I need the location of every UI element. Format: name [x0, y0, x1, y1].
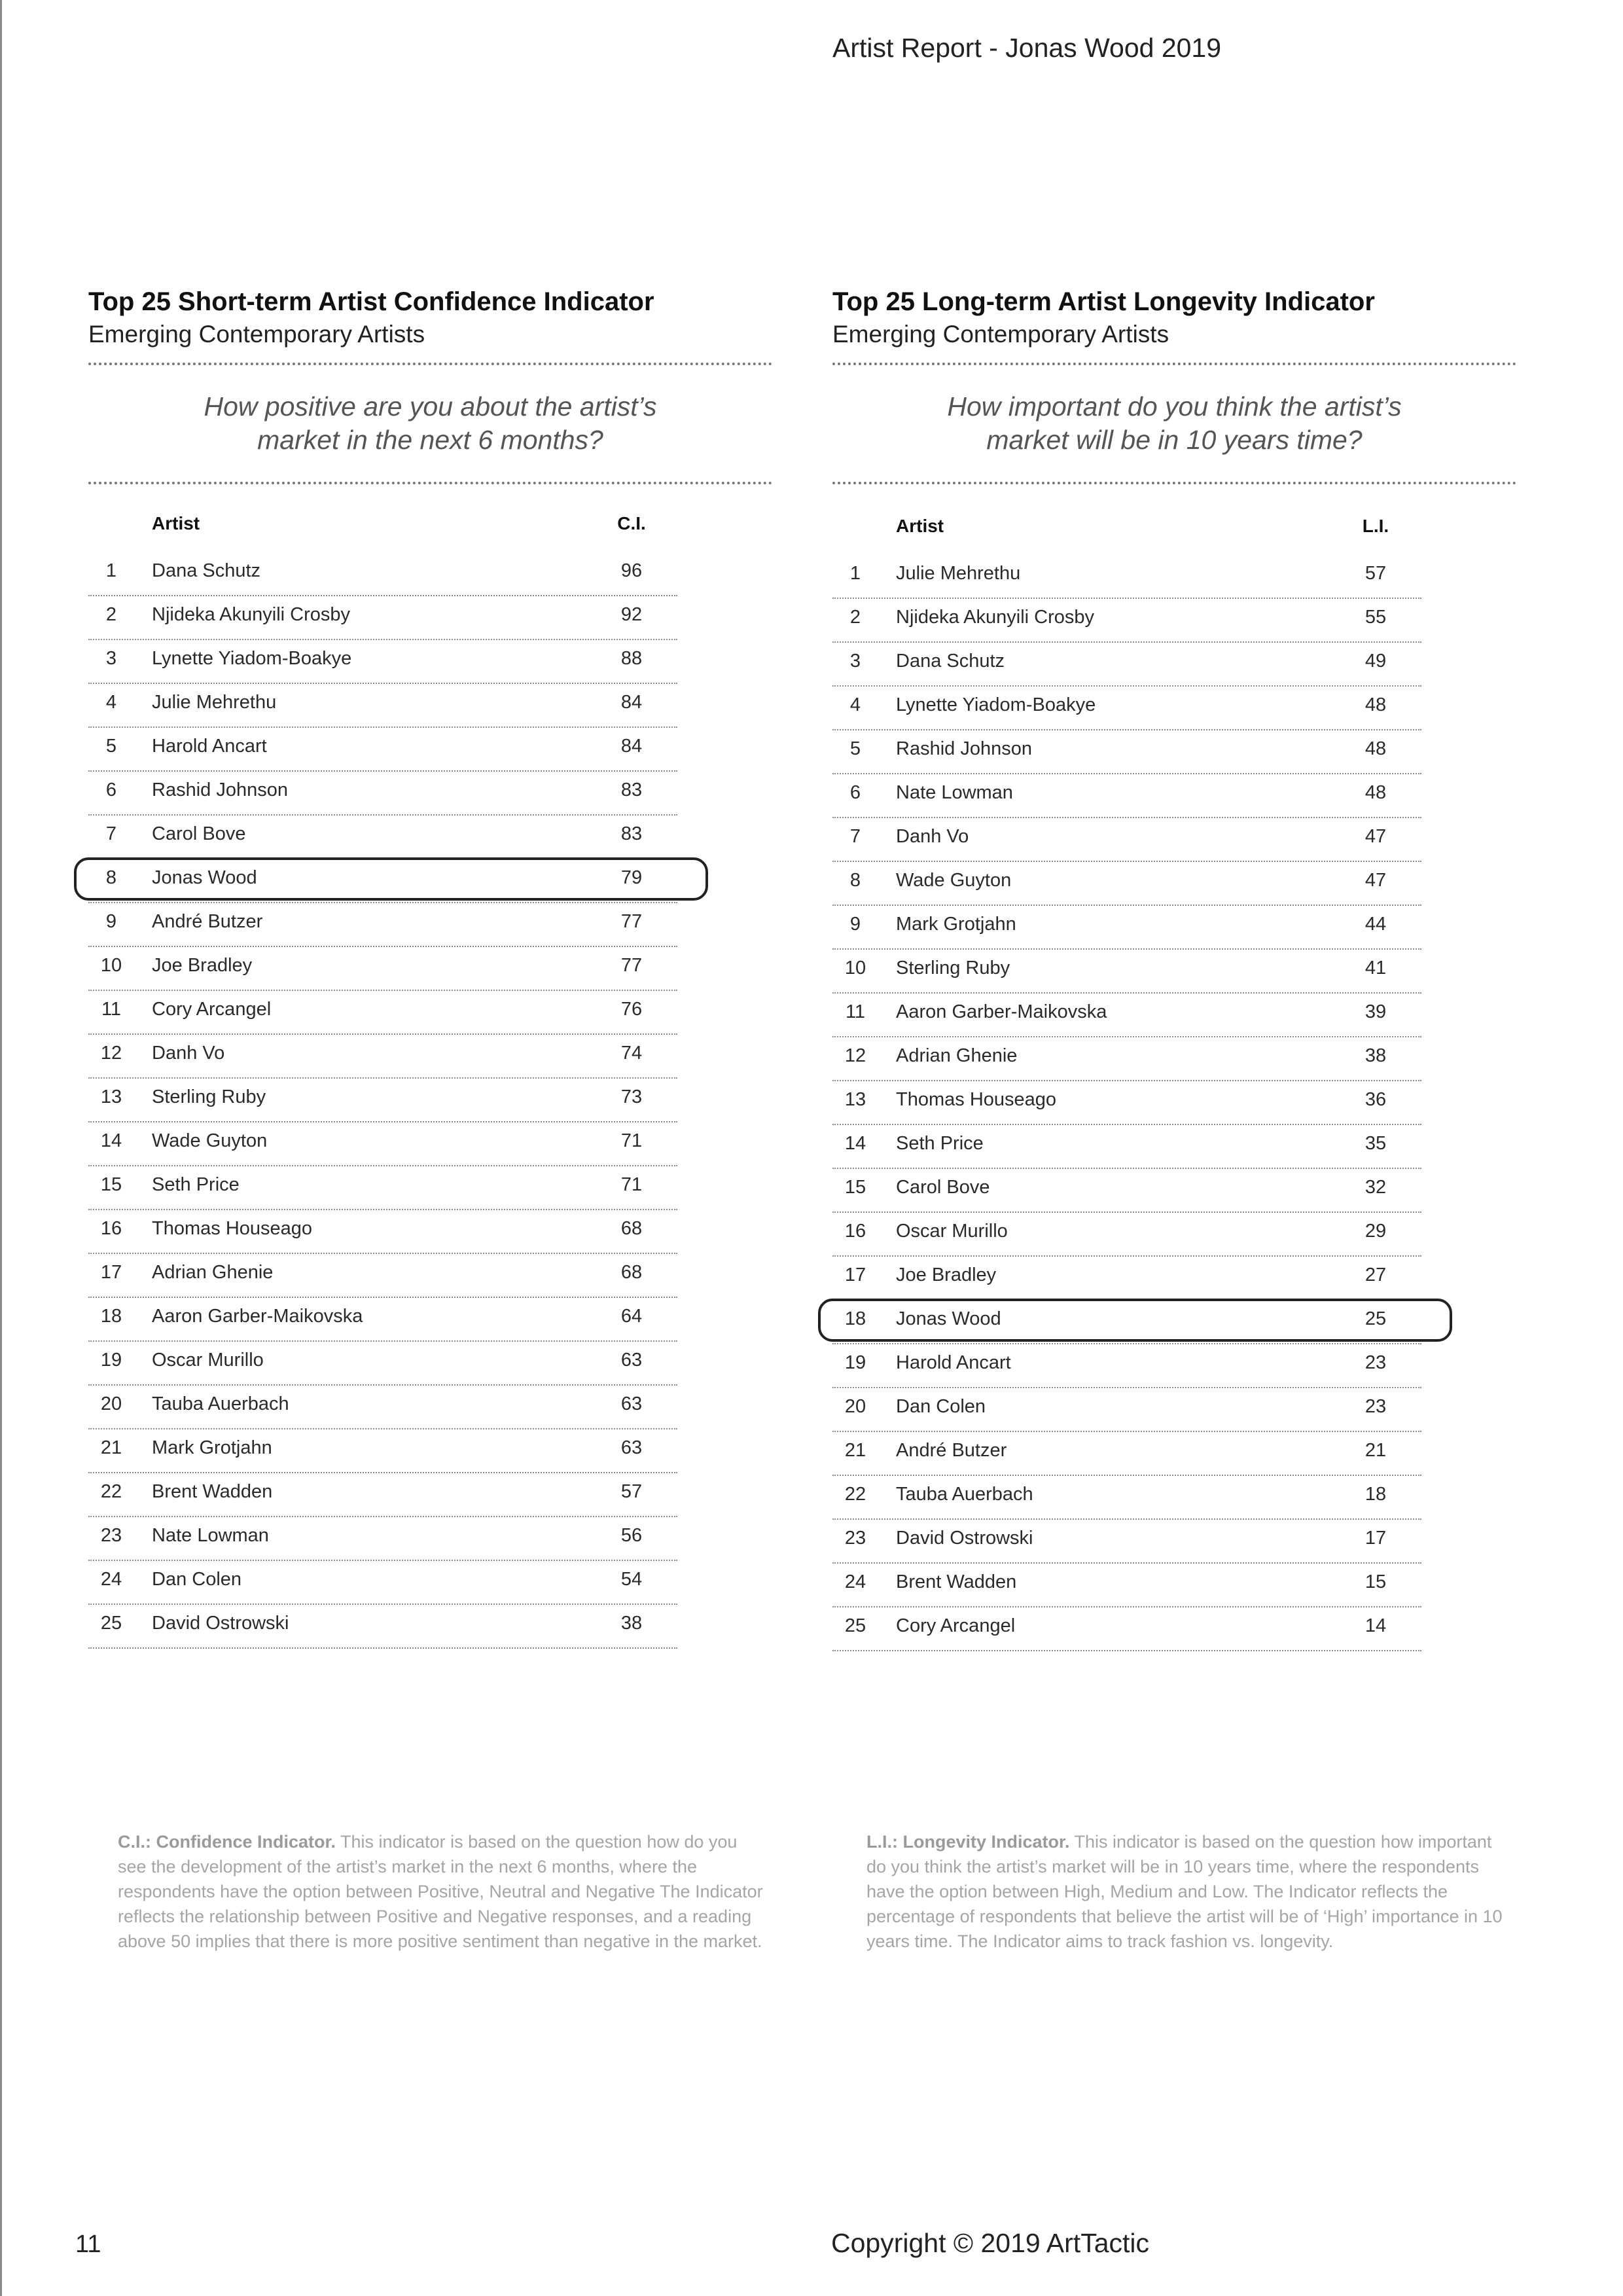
artist-name-cell: Oscar Murillo [152, 1350, 264, 1371]
artist-name-cell: Aaron Garber-Maikovska [152, 1306, 363, 1327]
indicator-value-cell: 55 [1364, 607, 1387, 628]
ranking-table [832, 516, 1421, 1651]
artist-name-cell: Aaron Garber-Maikovska [896, 1001, 1107, 1022]
longevity-indicator-section [832, 285, 1526, 1651]
artist-name-cell: Brent Wadden [152, 1481, 273, 1502]
rank-cell: 4 [105, 692, 117, 713]
indicator-value-cell: 92 [620, 604, 643, 625]
indicator-value-cell: 57 [1364, 563, 1387, 584]
rank-cell: 3 [105, 648, 117, 669]
footnote-confidence [118, 1829, 766, 1954]
table-row [88, 1561, 677, 1605]
table-row [88, 1079, 677, 1122]
column-header-artist: Artist [896, 516, 944, 536]
rank-cell: 9 [849, 914, 861, 935]
indicator-value-cell: 15 [1364, 1571, 1387, 1592]
rank-cell: 20 [844, 1396, 866, 1417]
table-row [832, 950, 1421, 994]
indicator-value-cell: 14 [1364, 1615, 1387, 1636]
table-row [88, 596, 677, 640]
indicator-value-cell: 17 [1364, 1528, 1387, 1549]
table-row-highlighted [88, 859, 677, 903]
rank-cell: 24 [844, 1571, 866, 1592]
table-row [832, 774, 1421, 818]
artist-name-cell: Dana Schutz [896, 651, 1005, 672]
section-subtitle: Emerging Contemporary Artists [832, 321, 1169, 348]
table-row [88, 1210, 677, 1254]
indicator-value-cell: 57 [620, 1481, 643, 1502]
rank-cell: 11 [845, 1001, 866, 1022]
table-row [832, 1213, 1421, 1257]
rank-cell: 6 [105, 780, 117, 800]
table-row [832, 1344, 1421, 1388]
artist-name-cell: Carol Bove [896, 1177, 990, 1198]
table-row [832, 599, 1421, 643]
question-line-1: How positive are you about the artist’s [204, 391, 657, 422]
survey-question [832, 365, 1516, 482]
artist-name-cell: Wade Guyton [896, 870, 1012, 891]
table-row [88, 1298, 677, 1342]
table-row [88, 1166, 677, 1210]
artist-name-cell: Sterling Ruby [896, 958, 1010, 978]
artist-name-cell: Cory Arcangel [152, 999, 272, 1020]
table-row [88, 1517, 677, 1561]
indicator-value-cell: 74 [620, 1043, 643, 1064]
rank-cell: 23 [100, 1525, 122, 1546]
rank-cell: 19 [844, 1352, 866, 1373]
table-row [832, 555, 1421, 599]
table-row [88, 1473, 677, 1517]
indicator-value-cell: 25 [1364, 1308, 1387, 1329]
artist-name-cell: Rashid Johnson [152, 780, 288, 800]
ranking-table [88, 513, 677, 1649]
indicator-value-cell: 68 [620, 1262, 643, 1283]
rank-cell: 10 [100, 955, 122, 976]
table-row [88, 947, 677, 991]
table-row [88, 1342, 677, 1386]
indicator-value-cell: 23 [1364, 1396, 1387, 1417]
rank-cell: 23 [844, 1528, 866, 1549]
indicator-value-cell: 83 [620, 823, 643, 844]
artist-name-cell: Seth Price [152, 1174, 240, 1195]
footnote-longevity [866, 1829, 1514, 1954]
rank-cell: 21 [844, 1440, 866, 1461]
indicator-value-cell: 73 [620, 1086, 643, 1107]
indicator-value-cell: 71 [620, 1174, 643, 1195]
artist-name-cell: Nate Lowman [152, 1525, 269, 1546]
artist-name-cell: Seth Price [896, 1133, 984, 1154]
artist-name-cell: Dana Schutz [152, 560, 261, 581]
rank-cell: 8 [849, 870, 861, 891]
question-line-1: How important do you think the artist’s [947, 391, 1402, 422]
table-row [88, 1386, 677, 1429]
artist-name-cell: Adrian Ghenie [896, 1045, 1018, 1066]
footnote-text: This indicator is based on the question how important do you think the artist’s market will be in 10 years time, where the respondents have the option between High, Medium and Low. The Indicator reflects the percentage of respondents that believe the artist will be of ‘High’ importance in 10 years time. The Indicator aims to track fashion vs. longevity. [866, 1832, 1503, 1951]
rank-cell: 21 [100, 1437, 122, 1458]
artist-name-cell: Tauba Auerbach [896, 1484, 1033, 1505]
indicator-value-cell: 49 [1364, 651, 1387, 672]
table-row [832, 994, 1421, 1037]
rank-cell: 22 [844, 1484, 866, 1505]
artist-name-cell: Njideka Akunyili Crosby [152, 604, 351, 625]
table-row [832, 1125, 1421, 1169]
artist-name-cell: Thomas Houseago [896, 1089, 1057, 1110]
indicator-value-cell: 29 [1364, 1221, 1387, 1242]
table-row [832, 730, 1421, 774]
rank-cell: 15 [844, 1177, 866, 1198]
rank-cell: 4 [849, 694, 861, 715]
indicator-value-cell: 36 [1364, 1089, 1387, 1110]
rank-cell: 9 [105, 911, 117, 932]
indicator-value-cell: 23 [1364, 1352, 1387, 1373]
indicator-value-cell: 18 [1364, 1484, 1387, 1505]
table-row [832, 687, 1421, 730]
survey-question [88, 365, 772, 482]
report-title: Artist Report - Jonas Wood 2019 [832, 33, 1222, 63]
indicator-value-cell: 39 [1364, 1001, 1387, 1022]
indicator-value-cell: 68 [620, 1218, 643, 1239]
column-header-value: L.I. [1362, 516, 1389, 536]
table-row [88, 1429, 677, 1473]
rank-cell: 25 [100, 1613, 122, 1634]
artist-name-cell: Brent Wadden [896, 1571, 1017, 1592]
table-body [832, 555, 1421, 1651]
indicator-value-cell: 84 [620, 692, 643, 713]
rank-cell: 14 [844, 1133, 866, 1154]
table-row [88, 1122, 677, 1166]
indicator-value-cell: 35 [1364, 1133, 1387, 1154]
indicator-value-cell: 77 [620, 911, 643, 932]
artist-name-cell: Jonas Wood [152, 867, 257, 888]
footnote-term: L.I.: Longevity Indicator. [866, 1832, 1070, 1852]
indicator-value-cell: 88 [620, 648, 643, 669]
rank-cell: 16 [100, 1218, 122, 1239]
table-row [832, 1037, 1421, 1081]
table-row [88, 640, 677, 684]
table-row [88, 903, 677, 947]
table-row [88, 991, 677, 1035]
rank-cell: 17 [844, 1265, 866, 1285]
rank-cell: 2 [849, 607, 861, 628]
artist-name-cell: Harold Ancart [896, 1352, 1011, 1373]
table-row [88, 728, 677, 772]
table-row [832, 1257, 1421, 1300]
rank-cell: 1 [105, 560, 117, 581]
indicator-value-cell: 63 [620, 1437, 643, 1458]
indicator-value-cell: 84 [620, 736, 643, 757]
table-row [88, 684, 677, 728]
artist-name-cell: Dan Colen [896, 1396, 986, 1417]
indicator-value-cell: 63 [620, 1350, 643, 1371]
indicator-value-cell: 48 [1364, 738, 1387, 759]
artist-name-cell: Danh Vo [896, 826, 969, 847]
artist-name-cell: Dan Colen [152, 1569, 242, 1590]
table-header [832, 516, 1421, 555]
rank-cell: 12 [100, 1043, 122, 1064]
artist-name-cell: Adrian Ghenie [152, 1262, 274, 1283]
table-row [88, 816, 677, 859]
rank-cell: 15 [100, 1174, 122, 1195]
question-line-2: market will be in 10 years time? [986, 425, 1363, 455]
rank-cell: 16 [844, 1221, 866, 1242]
table-row [832, 906, 1421, 950]
indicator-value-cell: 21 [1364, 1440, 1387, 1461]
rank-cell: 12 [844, 1045, 866, 1066]
table-row [832, 1476, 1421, 1520]
artist-name-cell: Wade Guyton [152, 1130, 268, 1151]
artist-name-cell: André Butzer [152, 911, 263, 932]
indicator-value-cell: 76 [620, 999, 643, 1020]
artist-name-cell: Julie Mehrethu [896, 563, 1021, 584]
section-title: Top 25 Long-term Artist Longevity Indicator [832, 287, 1375, 316]
artist-name-cell: Cory Arcangel [896, 1615, 1016, 1636]
table-row [832, 1607, 1421, 1651]
indicator-value-cell: 71 [620, 1130, 643, 1151]
artist-name-cell: Thomas Houseago [152, 1218, 313, 1239]
indicator-value-cell: 27 [1364, 1265, 1387, 1285]
artist-name-cell: Mark Grotjahn [152, 1437, 272, 1458]
indicator-value-cell: 41 [1364, 958, 1387, 978]
copyright: Copyright © 2019 ArtTactic [831, 2228, 1149, 2258]
table-row [832, 1520, 1421, 1564]
rank-cell: 13 [844, 1089, 866, 1110]
rank-cell: 10 [844, 958, 866, 978]
artist-name-cell: Joe Bradley [152, 955, 253, 976]
artist-name-cell: Nate Lowman [896, 782, 1013, 803]
indicator-value-cell: 79 [620, 867, 643, 888]
rank-cell: 14 [100, 1130, 122, 1151]
artist-name-cell: Jonas Wood [896, 1308, 1001, 1329]
rank-cell: 17 [100, 1262, 122, 1283]
footnote-text: This indicator is based on the question how do you see the development of the artist’s market in the next 6 months, where the respondents have the option between Positive, Neutral and Negative The Indicator reflects the relationship between Positive and Negative responses, and a reading above 50 implies that there is more positive sentiment than negative in the market. [118, 1832, 763, 1951]
indicator-value-cell: 38 [620, 1613, 643, 1634]
page-edge [0, 0, 2, 2296]
table-row [832, 1564, 1421, 1607]
column-header-value: C.I. [617, 513, 646, 533]
divider [832, 482, 1516, 484]
rank-cell: 11 [101, 999, 122, 1020]
table-row [88, 1254, 677, 1298]
table-row [88, 552, 677, 596]
artist-name-cell: Lynette Yiadom-Boakye [152, 648, 352, 669]
table-row [88, 772, 677, 816]
divider [88, 482, 772, 484]
footnote-term: C.I.: Confidence Indicator. [118, 1832, 336, 1852]
indicator-value-cell: 63 [620, 1393, 643, 1414]
indicator-value-cell: 48 [1364, 782, 1387, 803]
page-number: 11 [75, 2231, 101, 2258]
indicator-value-cell: 44 [1364, 914, 1387, 935]
indicator-value-cell: 83 [620, 780, 643, 800]
rank-cell: 7 [849, 826, 861, 847]
rank-cell: 25 [844, 1615, 866, 1636]
rank-cell: 1 [849, 563, 861, 584]
artist-name-cell: Lynette Yiadom-Boakye [896, 694, 1096, 715]
indicator-value-cell: 77 [620, 955, 643, 976]
rank-cell: 2 [105, 604, 117, 625]
artist-name-cell: Rashid Johnson [896, 738, 1032, 759]
table-row [88, 1035, 677, 1079]
rank-cell: 8 [105, 867, 117, 888]
table-row [832, 643, 1421, 687]
rank-cell: 24 [100, 1569, 122, 1590]
indicator-value-cell: 47 [1364, 870, 1387, 891]
section-subtitle: Emerging Contemporary Artists [88, 321, 425, 348]
artist-name-cell: Carol Bove [152, 823, 246, 844]
rank-cell: 18 [844, 1308, 866, 1329]
indicator-value-cell: 32 [1364, 1177, 1387, 1198]
artist-name-cell: Joe Bradley [896, 1265, 997, 1285]
artist-name-cell: David Ostrowski [152, 1613, 289, 1634]
table-row [832, 1388, 1421, 1432]
rank-cell: 6 [849, 782, 861, 803]
artist-name-cell: Sterling Ruby [152, 1086, 266, 1107]
indicator-value-cell: 47 [1364, 826, 1387, 847]
rank-cell: 5 [849, 738, 861, 759]
table-row [832, 862, 1421, 906]
artist-name-cell: David Ostrowski [896, 1528, 1033, 1549]
indicator-value-cell: 56 [620, 1525, 643, 1546]
table-row [88, 1605, 677, 1649]
artist-name-cell: Njideka Akunyili Crosby [896, 607, 1095, 628]
indicator-value-cell: 64 [620, 1306, 643, 1327]
rank-cell: 20 [100, 1393, 122, 1414]
table-body [88, 552, 677, 1649]
rank-cell: 3 [849, 651, 861, 672]
artist-name-cell: Harold Ancart [152, 736, 267, 757]
question-line-2: market in the next 6 months? [257, 425, 603, 455]
artist-name-cell: Mark Grotjahn [896, 914, 1016, 935]
confidence-indicator-section [88, 285, 782, 1649]
table-row-highlighted [832, 1300, 1421, 1344]
rank-cell: 22 [100, 1481, 122, 1502]
table-header [88, 513, 677, 552]
rank-cell: 19 [100, 1350, 122, 1371]
rank-cell: 13 [100, 1086, 122, 1107]
indicator-value-cell: 38 [1364, 1045, 1387, 1066]
artist-name-cell: Tauba Auerbach [152, 1393, 289, 1414]
table-row [832, 1081, 1421, 1125]
indicator-value-cell: 96 [620, 560, 643, 581]
column-header-artist: Artist [152, 513, 200, 533]
table-row [832, 1169, 1421, 1213]
artist-name-cell: Oscar Murillo [896, 1221, 1008, 1242]
table-row [832, 818, 1421, 862]
artist-name-cell: André Butzer [896, 1440, 1007, 1461]
artist-name-cell: Danh Vo [152, 1043, 225, 1064]
rank-cell: 18 [100, 1306, 122, 1327]
rank-cell: 7 [105, 823, 117, 844]
section-title: Top 25 Short-term Artist Confidence Indicator [88, 287, 654, 316]
indicator-value-cell: 54 [620, 1569, 643, 1590]
artist-name-cell: Julie Mehrethu [152, 692, 277, 713]
rank-cell: 5 [105, 736, 117, 757]
indicator-value-cell: 48 [1364, 694, 1387, 715]
table-row [832, 1432, 1421, 1476]
